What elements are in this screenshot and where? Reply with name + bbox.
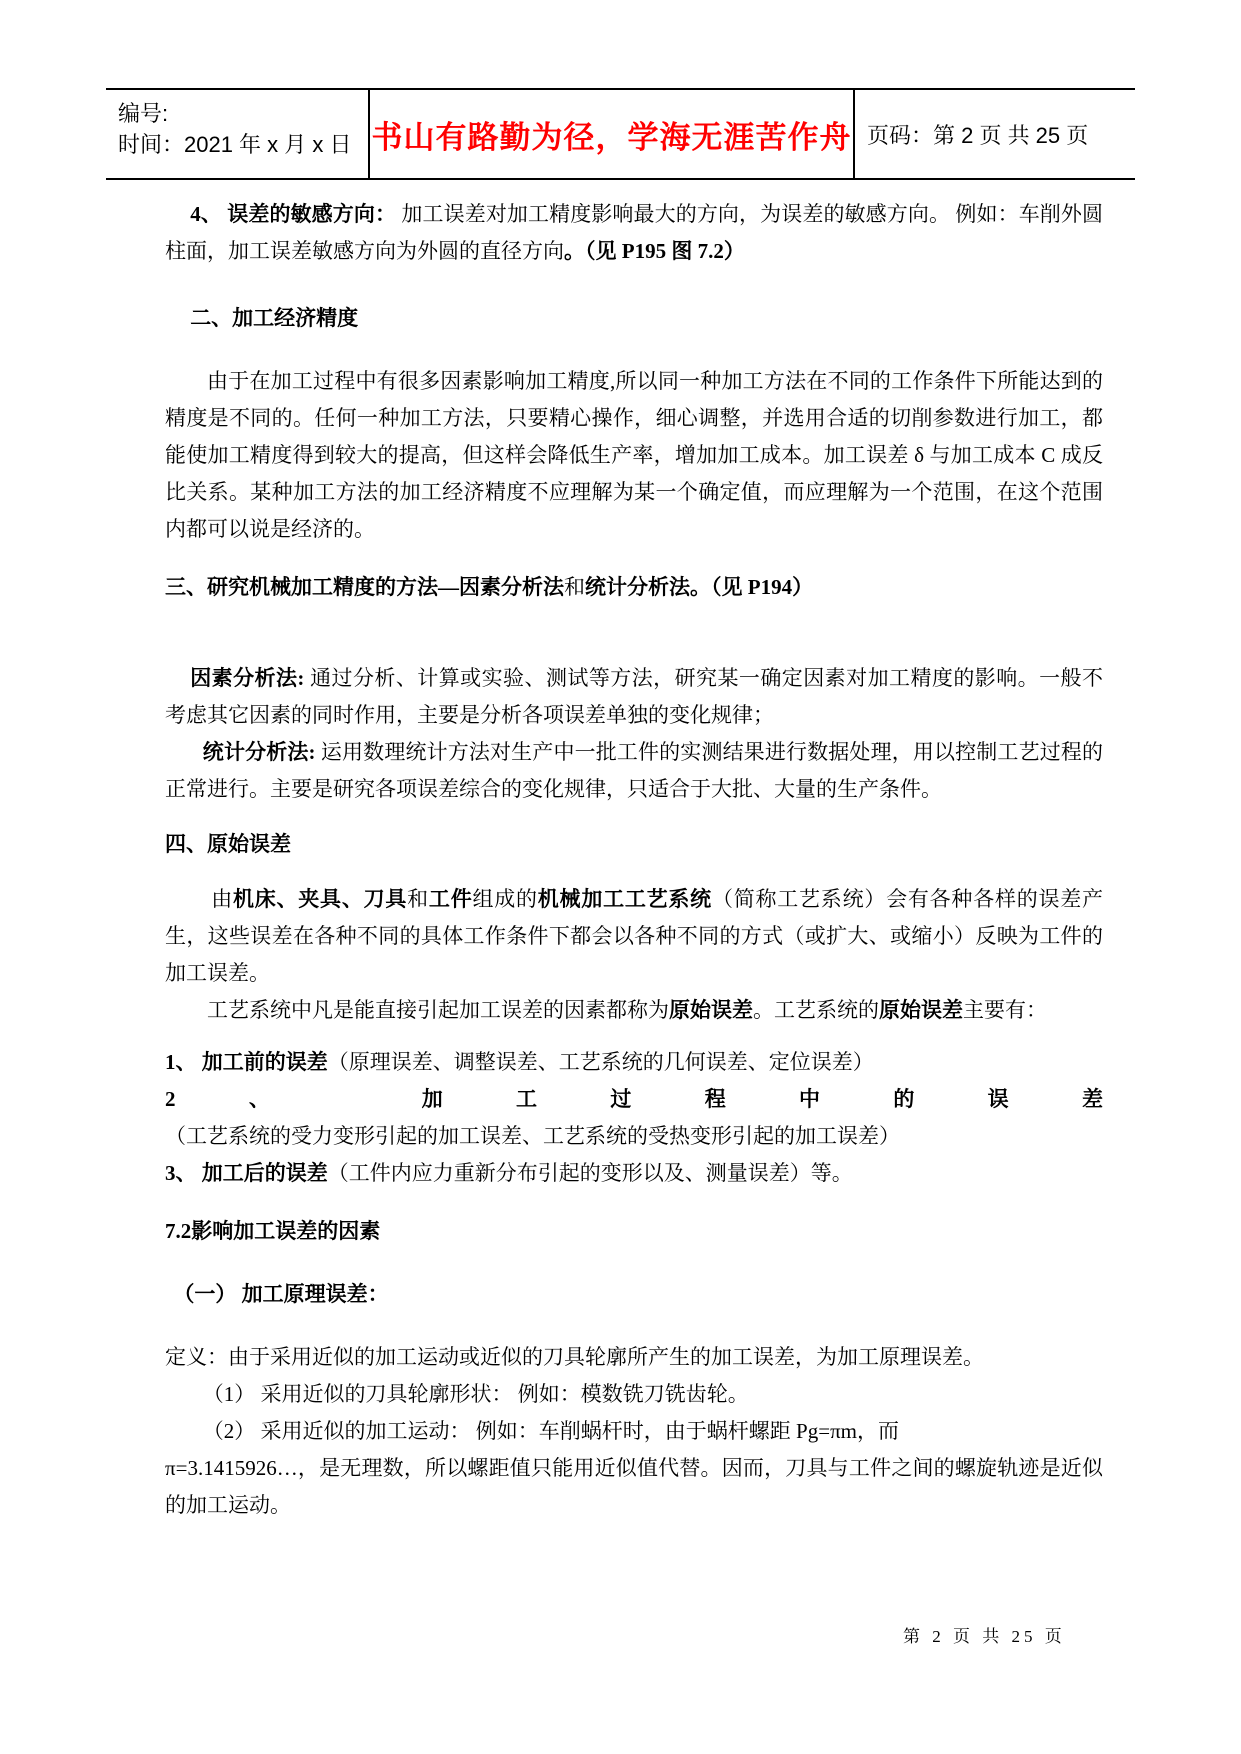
para-statistical-analysis-method: 统计分析法: 运用数理统计方法对生产中一批工件的实测结果进行数据处理，用以控制工艺过程的正常进行。主要是研究各项误差综合的变化规律，只适合于大批、大量的生产条件。: [165, 740, 1103, 801]
heading-economic-machining-accuracy: 二、加工经济精度: [190, 306, 359, 330]
para-principle-error-definition: 定义：由于采用近似的加工运动或近似的刀具轮廓所产生的加工误差，为加工原理误差。: [165, 1345, 984, 1369]
heading-7-2-error-factors: 7.2影响加工误差的因素: [165, 1219, 381, 1243]
header-motto-cell: [368, 90, 853, 178]
heading-original-errors: 四、原始误差: [165, 832, 291, 856]
para-error-sensitive-direction: 4、 误差的敏感方向： 加工误差对加工精度影响最大的方向，为误差的敏感方向。 例如：车削外圆柱面，加工误差敏感方向为外圆的直径方向。（见 P195 图 7.2）: [165, 202, 1104, 263]
heading-machining-principle-error: （一） 加工原理误差：: [173, 1282, 389, 1306]
doc-time-label: 时间：2021 年 x 月 x 日: [118, 132, 352, 157]
footer-page-number: 第 2 页 共 25 页: [903, 1627, 1066, 1646]
list-item-post-machining-errors: 3、 加工后的误差（工件内应力重新分布引起的变形以及、测量误差）等。: [165, 1161, 853, 1185]
para-original-error-definition: 工艺系统中凡是能直接引起加工误差的因素都称为原始误差。工艺系统的原始误差主要有：: [207, 998, 1047, 1022]
heading-research-methods: 三、研究机械加工精度的方法—因素分析法和统计分析法。（见 P194）: [165, 575, 814, 599]
header-meta-cell: [106, 90, 368, 178]
para-approx-machining-motion: （2） 采用近似的加工运动： 例如：车削蜗杆时，由于蜗杆螺距 Pg=πm，而 π=3.1415926…，是无理数，所以螺距值只能用近似值代替。因而，刀具与工件之间的螺旋轨迹是近似的加工运动。: [165, 1419, 1103, 1517]
para-approx-tool-profile: （1） 采用近似的刀具轮廓形状： 例如：模数铣刀铣齿轮。: [202, 1382, 749, 1406]
page-footer: [903, 1622, 1066, 1647]
para-process-system: 由机床、夹具、刀具和工件组成的机械加工工艺系统（简称工艺系统）会有各种各样的误差产生，这些误差在各种不同的具体工作条件下都会以各种不同的方式（或扩大、或缩小）反映为工件的加工误差。: [165, 887, 1104, 985]
document-body: [165, 196, 1103, 1524]
page-number-label: 页码：第 2 页 共 25 页: [867, 122, 1089, 148]
document-header-table: [106, 88, 1135, 180]
para-economic-accuracy-detail: 由于在加工过程中有很多因素影响加工精度,所以同一种加工方法在不同的工作条件下所能达到的精度是不同的。任何一种加工方法，只要精心操作，细心调整，并选用合适的切削参数进行加工，都能使加工精度得到较大的提高，但这样会降低生产率，增加加工成本。加工误差 δ 与加工成本 C 成反比关系。某种加工方法的加工经济精度不应理解为某一个确定值，而应理解为一个范围，在这个范围内都可以说是经济的。: [165, 369, 1103, 541]
header-page-cell: [853, 90, 1135, 178]
list-item-in-process-errors: 2、 加工过程中的误差（工艺系统的受力变形引起的加工误差、工艺系统的受热变形引起的加工误差）: [165, 1087, 1103, 1148]
doc-number-label: 编号:: [118, 101, 169, 126]
list-item-pre-machining-errors: 1、 加工前的误差（原理误差、调整误差、工艺系统的几何误差、定位误差）: [165, 1050, 874, 1074]
para-factor-analysis-method: 因素分析法: 通过分析、计算或实验、测试等方法，研究某一确定因素对加工精度的影响。一般不考虑其它因素的同时作用，主要是分析各项误差单独的变化规律；: [165, 666, 1103, 727]
motto-banner: 书山有路勤为径，学海无涯苦作舟: [371, 119, 852, 155]
